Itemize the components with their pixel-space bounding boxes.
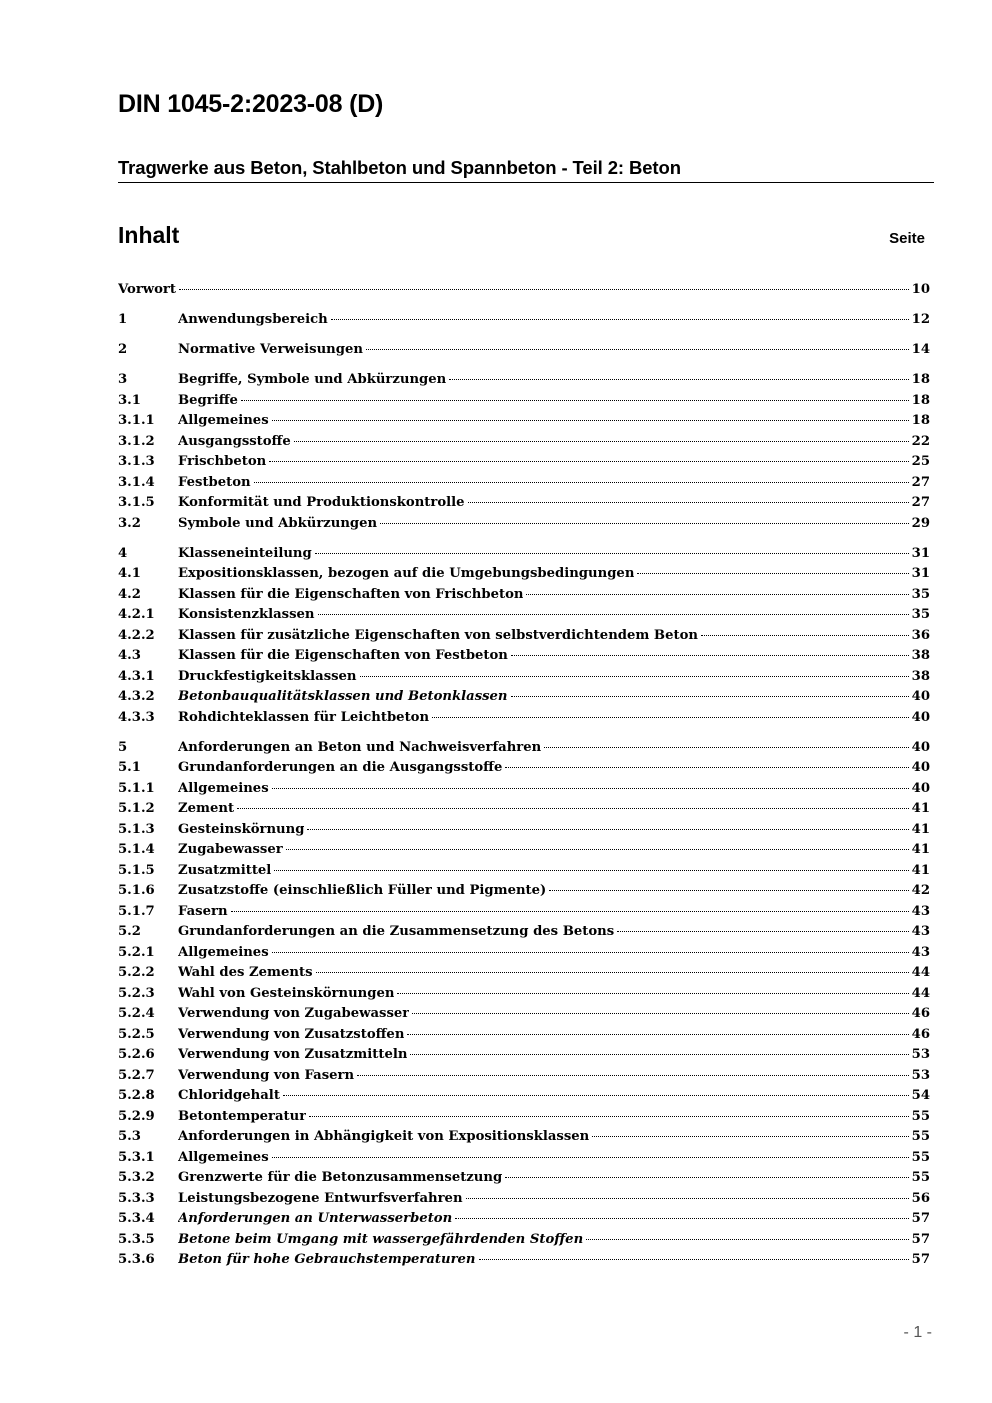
toc-entry-page: 27 bbox=[911, 474, 930, 490]
toc-entry-title: Begriffe bbox=[178, 392, 238, 408]
toc-entry-title: Festbeton bbox=[178, 474, 251, 490]
toc-entry-page: 53 bbox=[911, 1047, 930, 1062]
toc-entry-page: 44 bbox=[911, 985, 930, 1001]
toc-entry-title: Betontemperatur bbox=[178, 1108, 307, 1124]
toc-entry-number: 4.3 bbox=[118, 648, 141, 663]
toc-entry[interactable] bbox=[118, 1066, 930, 1087]
toc-entry-page: 41 bbox=[911, 842, 930, 857]
toc-dot-leader bbox=[331, 319, 909, 320]
toc-entry[interactable] bbox=[118, 1209, 930, 1230]
toc-dot-leader bbox=[449, 379, 908, 380]
toc-dot-leader bbox=[412, 1013, 908, 1014]
toc-entry-page: 42 bbox=[911, 883, 930, 898]
toc-entry[interactable] bbox=[118, 667, 930, 688]
toc-entry-page: 31 bbox=[911, 566, 930, 581]
toc-entry-number: 2 bbox=[118, 342, 128, 357]
toc-entry-page: 55 bbox=[911, 1149, 930, 1165]
toc-entry[interactable] bbox=[118, 646, 930, 667]
toc-entry-page: 29 bbox=[911, 515, 930, 531]
toc-dot-leader bbox=[511, 696, 909, 697]
toc-entry-page: 43 bbox=[911, 924, 930, 939]
toc-entry-number: 5.3.4 bbox=[118, 1211, 155, 1226]
toc-entry-title: Allgemeines bbox=[178, 413, 269, 428]
toc-entry[interactable] bbox=[118, 687, 930, 708]
toc-dot-leader bbox=[294, 441, 909, 442]
document-title: Tragwerke aus Beton, Stahlbeton und Spannbeton - Teil 2: Beton bbox=[118, 157, 681, 178]
toc-entry-title: Verwendung von Fasern bbox=[178, 1067, 355, 1083]
toc-entry[interactable] bbox=[118, 881, 930, 902]
toc-entry[interactable] bbox=[118, 626, 930, 647]
page-column-label: Seite bbox=[889, 230, 925, 247]
toc-entry-number: 5.2 bbox=[118, 924, 141, 939]
toc-entry-number: 5.2.1 bbox=[118, 944, 155, 960]
toc-dot-leader bbox=[307, 829, 908, 830]
toc-entry-title: Chloridgehalt bbox=[178, 1088, 280, 1103]
toc-entry-title: Zusatzmittel bbox=[178, 862, 272, 878]
toc-entry-page: 25 bbox=[911, 454, 930, 469]
toc-entry-page: 41 bbox=[911, 862, 930, 878]
toc-entry-page: 18 bbox=[911, 413, 930, 428]
page-number: - 1 - bbox=[903, 1324, 932, 1341]
toc-entry-page: 10 bbox=[911, 282, 930, 297]
toc-entry-number: 5.1.6 bbox=[118, 883, 155, 898]
toc-entry-page: 22 bbox=[911, 433, 930, 449]
toc-entry-number: 5.3.1 bbox=[118, 1149, 155, 1165]
toc-dot-leader bbox=[511, 655, 909, 656]
toc-entry[interactable] bbox=[118, 1004, 930, 1025]
toc-entry[interactable] bbox=[118, 738, 930, 759]
toc-dot-leader bbox=[366, 349, 909, 350]
toc-entry[interactable] bbox=[118, 605, 930, 626]
toc-entry-page: 54 bbox=[911, 1088, 930, 1103]
toc-entry[interactable] bbox=[118, 473, 930, 494]
toc-dot-leader bbox=[526, 594, 908, 595]
toc-entry-title: Wahl von Gesteinskörnungen bbox=[178, 985, 395, 1001]
toc-entry-page: 46 bbox=[911, 1026, 930, 1042]
toc-entry-title: Expositionsklassen, bezogen auf die Umgebungsbedingungen bbox=[178, 566, 635, 581]
toc-entry-page: 43 bbox=[911, 903, 930, 919]
toc-entry-page: 40 bbox=[911, 709, 930, 725]
toc-entry-page: 40 bbox=[911, 780, 930, 796]
toc-entry-title: Klassen für die Eigenschaften von Festbeton bbox=[178, 648, 508, 663]
toc-entry[interactable] bbox=[118, 1086, 930, 1107]
toc-dot-leader bbox=[241, 400, 909, 401]
toc-dot-leader bbox=[179, 289, 909, 290]
toc-dot-leader bbox=[309, 1116, 908, 1117]
toc-entry-title: Verwendung von Zusatzstoffen bbox=[178, 1026, 405, 1042]
toc-entry-title: Wahl des Zements bbox=[178, 965, 313, 980]
toc-entry[interactable] bbox=[118, 1250, 930, 1271]
toc-entry-title: Konformität und Produktionskontrolle bbox=[178, 495, 465, 510]
toc-entry-page: 57 bbox=[911, 1231, 930, 1247]
toc-entry[interactable] bbox=[118, 1107, 930, 1128]
toc-entry-number: 5.2.6 bbox=[118, 1047, 155, 1062]
toc-entry[interactable] bbox=[118, 861, 930, 882]
toc-dot-leader bbox=[283, 1095, 909, 1096]
toc-entry[interactable] bbox=[118, 1025, 930, 1046]
toc-entry[interactable] bbox=[118, 310, 930, 331]
toc-entry-title: Verwendung von Zusatzmitteln bbox=[178, 1047, 408, 1062]
document-id: DIN 1045-2:2023-08 (D) bbox=[118, 90, 384, 118]
toc-entry-number: 5.3 bbox=[118, 1129, 141, 1144]
toc-entry-title: Rohdichteklassen für Leichtbeton bbox=[178, 709, 430, 725]
toc-entry-number: 5.3.5 bbox=[118, 1231, 155, 1247]
toc-entry-title: Klassen für die Eigenschaften von Frischbeton bbox=[178, 586, 524, 602]
toc-entry-page: 57 bbox=[911, 1252, 930, 1267]
toc-entry-number: 5.3.2 bbox=[118, 1170, 155, 1185]
toc-entry-page: 31 bbox=[911, 545, 930, 561]
toc-entry-number: 4.2.2 bbox=[118, 627, 155, 643]
toc-entry-title: Begriffe, Symbole und Abkürzungen bbox=[178, 372, 447, 387]
toc-entry-number: 5.3.6 bbox=[118, 1252, 155, 1267]
toc-entry[interactable] bbox=[118, 1168, 930, 1189]
toc-entry[interactable] bbox=[118, 963, 930, 984]
toc-dot-leader bbox=[272, 420, 909, 421]
toc-entry-title: Anforderungen in Abhängigkeit von Expositionsklassen bbox=[178, 1129, 590, 1144]
toc-dot-leader bbox=[592, 1136, 908, 1137]
toc-dot-leader bbox=[272, 1157, 909, 1158]
toc-entry-title: Druckfestigkeitsklassen bbox=[178, 668, 357, 684]
toc-entry-number: 5.2.9 bbox=[118, 1108, 155, 1124]
toc-entry-title: Anwendungsbereich bbox=[178, 312, 328, 327]
toc-entry-number: 3 bbox=[118, 372, 128, 387]
toc-entry-title: Fasern bbox=[178, 903, 228, 919]
toc-entry-page: 46 bbox=[911, 1006, 930, 1021]
toc-entry[interactable] bbox=[118, 1189, 930, 1210]
toc-dot-leader bbox=[549, 890, 908, 891]
toc-entry[interactable] bbox=[118, 1148, 930, 1169]
toc-dot-leader bbox=[410, 1054, 908, 1055]
toc-entry-number: 5.2.5 bbox=[118, 1026, 155, 1042]
toc-entry-page: 18 bbox=[911, 372, 930, 387]
toc-dot-leader bbox=[360, 676, 909, 677]
toc-entry-number: 3.1.3 bbox=[118, 454, 155, 469]
toc-entry-page: 18 bbox=[911, 392, 930, 408]
toc-entry-number: 5.2.8 bbox=[118, 1088, 155, 1103]
toc-entry-title: Zusatzstoffe (einschließlich Füller und Pigmente) bbox=[178, 883, 547, 898]
toc-entry[interactable] bbox=[118, 514, 930, 535]
toc-entry-number: 4.3.2 bbox=[118, 689, 155, 704]
toc-entry-page: 41 bbox=[911, 821, 930, 837]
toc-entry-title: Betonbauqualitätsklassen und Betonklassen bbox=[178, 689, 508, 704]
toc-entry[interactable] bbox=[118, 708, 930, 729]
toc-entry[interactable] bbox=[118, 840, 930, 861]
toc-entry-page: 55 bbox=[911, 1108, 930, 1124]
toc-dot-leader bbox=[455, 1218, 908, 1219]
toc-entry[interactable] bbox=[118, 544, 930, 565]
toc-entry-title: Normative Verweisungen bbox=[178, 342, 363, 357]
toc-entry-title: Allgemeines bbox=[178, 780, 269, 796]
toc-entry-page: 35 bbox=[911, 607, 930, 622]
toc-entry-number: 4.3.3 bbox=[118, 709, 155, 725]
toc-entry-title: Anforderungen an Beton und Nachweisverfahren bbox=[178, 739, 542, 755]
toc-dot-leader bbox=[466, 1198, 909, 1199]
toc-entry-title: Anforderungen an Unterwasserbeton bbox=[178, 1211, 453, 1226]
toc-entry[interactable] bbox=[118, 585, 930, 606]
toc-entry-title: Beton für hohe Gebrauchstemperaturen bbox=[178, 1252, 476, 1267]
toc-entry-number: 5.1.7 bbox=[118, 903, 155, 919]
toc-dot-leader bbox=[407, 1034, 908, 1035]
toc-entry-title: Vorwort bbox=[118, 282, 176, 297]
toc-entry[interactable] bbox=[118, 370, 930, 391]
toc-dot-leader bbox=[586, 1239, 908, 1240]
toc-entry-title: Frischbeton bbox=[178, 454, 267, 469]
toc-entry-title: Verwendung von Zugabewasser bbox=[178, 1006, 410, 1021]
toc-entry-number: 4.1 bbox=[118, 566, 141, 581]
toc-dot-leader bbox=[637, 573, 908, 574]
toc-entry-page: 35 bbox=[911, 586, 930, 602]
toc-entry-page: 14 bbox=[911, 342, 930, 357]
toc-dot-leader bbox=[274, 870, 908, 871]
toc-dot-leader bbox=[505, 767, 908, 768]
toc-entry-page: 27 bbox=[911, 495, 930, 510]
toc-entry[interactable] bbox=[118, 799, 930, 820]
toc-entry-page: 38 bbox=[911, 668, 930, 684]
toc-entry-number: 5.1.2 bbox=[118, 801, 155, 816]
toc-entry[interactable] bbox=[118, 902, 930, 923]
toc-dot-leader bbox=[397, 993, 908, 994]
toc-entry-title: Zement bbox=[178, 801, 235, 816]
toc-entry-number: 5.1.3 bbox=[118, 821, 155, 837]
toc-dot-leader bbox=[286, 849, 909, 850]
toc-entry[interactable] bbox=[118, 493, 930, 514]
toc-entry-title: Ausgangsstoffe bbox=[178, 433, 291, 449]
toc-entry-number: 3.1.4 bbox=[118, 474, 155, 490]
toc-dot-leader bbox=[272, 788, 909, 789]
toc-entry[interactable] bbox=[118, 922, 930, 943]
toc-entry-title: Grundanforderungen an die Zusammensetzung des Betons bbox=[178, 924, 615, 939]
toc-entry[interactable] bbox=[118, 340, 930, 361]
toc-entry-page: 44 bbox=[911, 965, 930, 980]
toc-entry-number: 1 bbox=[118, 312, 128, 327]
toc-entry[interactable] bbox=[118, 1230, 930, 1251]
toc-entry-page: 53 bbox=[911, 1067, 930, 1083]
toc-entry-page: 56 bbox=[911, 1190, 930, 1206]
toc-entry-page: 12 bbox=[911, 312, 930, 327]
toc-entry-number: 5.2.3 bbox=[118, 985, 155, 1001]
toc-entry-title: Leistungsbezogene Entwurfsverfahren bbox=[178, 1190, 463, 1206]
toc-entry-number: 5.2.7 bbox=[118, 1067, 155, 1083]
toc-entry-title: Grundanforderungen an die Ausgangsstoffe bbox=[178, 760, 503, 775]
toc-entry-number: 5 bbox=[118, 739, 128, 755]
toc-entry-number: 5.1 bbox=[118, 760, 141, 775]
toc-dot-leader bbox=[380, 523, 909, 524]
toc-entry[interactable] bbox=[118, 564, 930, 585]
toc-entry-title: Betone beim Umgang mit wassergefährdenden Stoffen bbox=[178, 1231, 584, 1247]
toc-dot-leader bbox=[357, 1075, 909, 1076]
toc-entry-number: 3.2 bbox=[118, 515, 141, 531]
toc-entry-title: Allgemeines bbox=[178, 944, 269, 960]
toc-entry-page: 43 bbox=[911, 944, 930, 960]
toc-entry-page: 55 bbox=[911, 1129, 930, 1144]
toc-entry-title: Klasseneinteilung bbox=[178, 545, 312, 561]
toc-entry-title: Gesteinskörnung bbox=[178, 821, 305, 837]
toc-dot-leader bbox=[237, 808, 909, 809]
toc-entry-number: 3.1.2 bbox=[118, 433, 155, 449]
toc-entry[interactable] bbox=[118, 820, 930, 841]
toc-entry[interactable] bbox=[118, 411, 930, 432]
toc-entry-number: 4 bbox=[118, 545, 128, 561]
toc-entry[interactable] bbox=[118, 779, 930, 800]
toc-entry-page: 36 bbox=[911, 627, 930, 643]
toc-dot-leader bbox=[432, 717, 909, 718]
toc-entry-number: 5.3.3 bbox=[118, 1190, 155, 1206]
toc-entry[interactable] bbox=[118, 758, 930, 779]
toc-entry[interactable] bbox=[118, 452, 930, 473]
toc-entry-number: 4.2 bbox=[118, 586, 141, 602]
toc-entry-page: 57 bbox=[911, 1211, 930, 1226]
toc-dot-leader bbox=[316, 972, 909, 973]
toc-entry-title: Allgemeines bbox=[178, 1149, 269, 1165]
toc-entry-number: 5.1.5 bbox=[118, 862, 155, 878]
toc-entry-page: 41 bbox=[911, 801, 930, 816]
toc-dot-leader bbox=[272, 952, 909, 953]
toc-entry[interactable] bbox=[118, 1045, 930, 1066]
toc-entry[interactable] bbox=[118, 943, 930, 964]
toc-dot-leader bbox=[468, 502, 909, 503]
toc-entry-page: 40 bbox=[911, 689, 930, 704]
toc-dot-leader bbox=[505, 1177, 908, 1178]
contents-heading: Inhalt bbox=[118, 222, 180, 248]
toc-entry-page: 38 bbox=[911, 648, 930, 663]
toc-entry-number: 4.3.1 bbox=[118, 668, 155, 684]
toc-entry-number: 5.2.4 bbox=[118, 1006, 155, 1021]
toc-entry-title: Grenzwerte für die Betonzusammensetzung bbox=[178, 1170, 503, 1185]
toc-entry-number: 3.1.1 bbox=[118, 413, 155, 428]
toc-entry-number: 5.2.2 bbox=[118, 965, 155, 980]
toc-dot-leader bbox=[479, 1259, 909, 1260]
toc-entry-page: 40 bbox=[911, 760, 930, 775]
toc-dot-leader bbox=[318, 614, 909, 615]
toc-entry-number: 5.1.4 bbox=[118, 842, 155, 857]
toc-entry-page: 55 bbox=[911, 1170, 930, 1185]
toc-dot-leader bbox=[617, 931, 909, 932]
toc-entry[interactable] bbox=[118, 1127, 930, 1148]
toc-entry-title: Zugabewasser bbox=[178, 842, 283, 857]
table-of-contents bbox=[118, 280, 930, 1271]
toc-dot-leader bbox=[269, 461, 908, 462]
toc-entry-page: 40 bbox=[911, 739, 930, 755]
toc-dot-leader bbox=[231, 911, 909, 912]
toc-dot-leader bbox=[701, 635, 909, 636]
toc-entry-title: Konsistenzklassen bbox=[178, 607, 315, 622]
title-divider bbox=[118, 182, 934, 183]
toc-entry-number: 4.2.1 bbox=[118, 607, 155, 622]
toc-entry[interactable] bbox=[118, 432, 930, 453]
toc-entry-number: 5.1.1 bbox=[118, 780, 155, 796]
toc-entry[interactable] bbox=[118, 391, 930, 412]
toc-entry-number: 3.1.5 bbox=[118, 495, 155, 510]
toc-dot-leader bbox=[315, 553, 909, 554]
toc-entry-title: Klassen für zusätzliche Eigenschaften von selbstverdichtendem Beton bbox=[178, 627, 698, 643]
toc-entry-number: 3.1 bbox=[118, 392, 141, 408]
toc-dot-leader bbox=[254, 482, 909, 483]
toc-dot-leader bbox=[544, 747, 908, 748]
toc-entry-title: Symbole und Abkürzungen bbox=[178, 515, 378, 531]
toc-entry[interactable] bbox=[118, 984, 930, 1005]
toc-entry[interactable] bbox=[118, 280, 930, 301]
